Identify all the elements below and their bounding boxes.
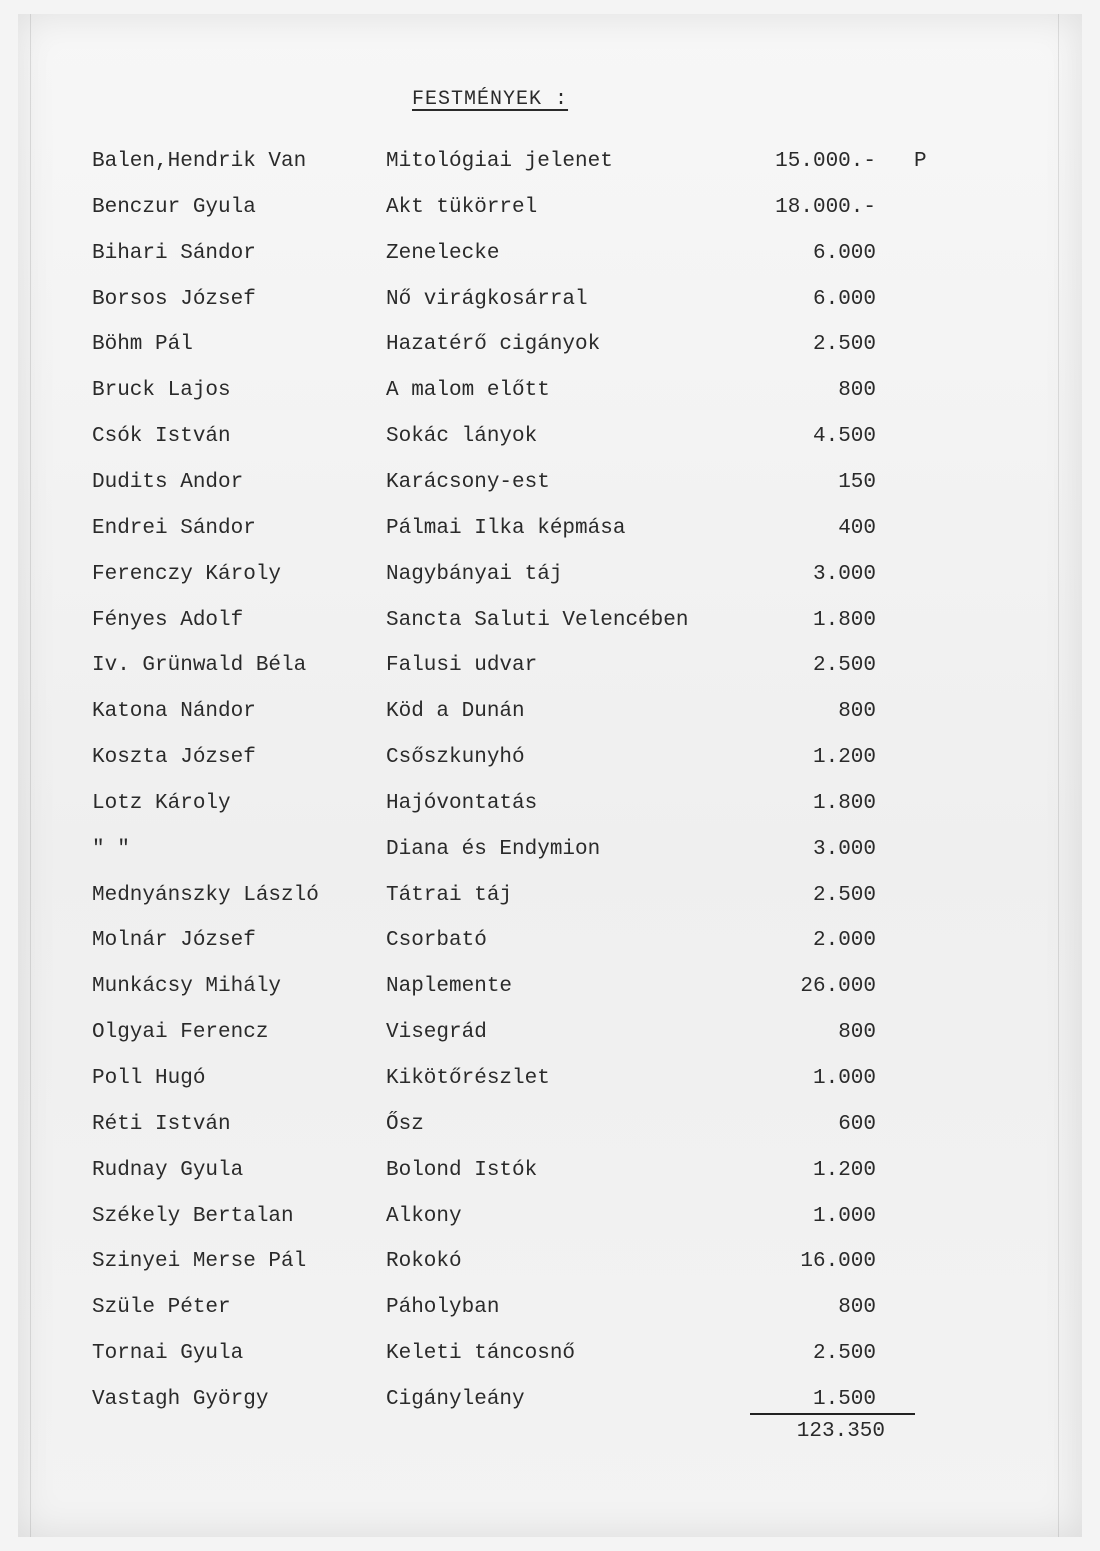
painting-title: Falusi udvar [386,654,538,678]
painting-title: Hazatérő cigányok [386,333,601,357]
painting-title: A malom előtt [386,379,550,403]
price-value: 6.000 [812,287,876,311]
painting-title: Tátrai táj [386,883,513,907]
painting-title: Sokác lányok [386,425,538,449]
artist-name: Lotz Károly [92,791,231,815]
table-row [0,1067,876,1097]
price-value: 800 [838,1021,876,1045]
price-value: 18.000.- [775,195,876,219]
painting-title: Ősz [386,1112,424,1136]
painting-title: Cigányleány [386,1387,525,1411]
painting-title: Páholyban [386,1296,500,1320]
table-row [0,288,876,318]
table-row [0,1205,876,1235]
price-value: 6.000 [812,241,876,265]
artist-name: Olgyai Ferencz [92,1021,269,1045]
artist-name: Szinyei Merse Pál [92,1250,307,1274]
price-value: 1.800 [812,791,876,815]
artist-name: Koszta József [92,746,256,770]
artist-name: Endrei Sándor [92,516,256,540]
table-row [0,333,876,363]
painting-title: Bolond Istók [386,1158,538,1182]
artist-name: Munkácsy Mihály [92,975,282,999]
table-row [0,196,876,226]
table-row [0,242,876,272]
total-amount: 123.350 [796,1420,885,1443]
artist-name: Mednyánszky László [92,883,319,907]
price-value: 4.500 [812,425,876,449]
table-row [0,1113,876,1143]
price-value: 800 [838,379,876,403]
table-row [0,1388,876,1418]
artist-name: Szüle Péter [92,1296,231,1320]
artist-name: " " [92,837,130,861]
table-row [0,1250,876,1280]
price-value: 800 [838,700,876,724]
painting-title: Sancta Saluti Velencében [386,608,689,632]
artist-name: Borsos József [92,287,256,311]
price-value: 26.000 [800,975,876,999]
artist-name: Katona Nándor [92,700,256,724]
painting-title: Csőszkunyhó [386,746,525,770]
painting-title: Akt tükörrel [386,195,538,219]
price-value: 16.000 [800,1250,876,1274]
table-row [0,654,876,684]
artist-name: Fényes Adolf [92,608,244,632]
painting-title: Naplemente [386,975,513,999]
painting-title: Mitológiai jelenet [386,150,613,173]
sum-rule [750,1413,915,1415]
price-value: 800 [838,1296,876,1320]
artist-name: Vastagh György [92,1387,269,1411]
painting-title: Alkony [386,1204,462,1228]
artist-name: Bruck Lajos [92,379,231,403]
painting-title: Csorbató [386,929,487,953]
price-value: 1.800 [812,608,876,632]
artist-name: Böhm Pál [92,333,193,357]
table-row [0,975,876,1005]
price-value: 400 [838,516,876,540]
table-row [0,1296,876,1326]
price-value: 1.500 [812,1387,876,1411]
artist-name: Dudits Andor [92,470,244,494]
painting-title: Nő virágkosárral [386,287,588,311]
painting-title: Visegrád [386,1021,487,1045]
price-value: 2.500 [812,333,876,357]
artist-name: Tornai Gyula [92,1342,244,1366]
price-value: 3.000 [812,562,876,586]
painting-title: Diana és Endymion [386,837,601,861]
table-row [0,517,876,547]
artist-name: Poll Hugó [92,1067,206,1090]
table-row [0,379,876,409]
table-row [0,792,876,822]
price-value: 1.000 [812,1067,876,1090]
price-value: 15.000.- [775,150,876,173]
painting-title: Köd a Dunán [386,700,525,724]
painting-title: Pálmai Ilka képmása [386,516,626,540]
table-row [0,150,927,180]
paper-crease [1058,14,1059,1537]
painting-title: Nagybányai táj [386,562,563,586]
artist-name: Molnár József [92,929,256,953]
table-row [0,425,876,455]
document-title: FESTMÉNYEK : [412,88,569,111]
artist-name: Székely Bertalan [92,1204,294,1228]
table-row [0,838,876,868]
artist-name: Ferenczy Károly [92,562,282,586]
price-value: 3.000 [812,837,876,861]
artist-name: Balen,Hendrik Van [92,150,307,173]
painting-title: Zenelecke [386,241,500,265]
currency-unit: P [914,150,927,173]
painting-title: Rokokó [386,1250,462,1274]
painting-title: Keleti táncosnő [386,1342,576,1366]
table-row [0,929,876,959]
artist-name: Iv. Grünwald Béla [92,654,307,678]
price-value: 2.500 [812,1342,876,1366]
price-value: 2.500 [812,654,876,678]
price-value: 1.200 [812,1158,876,1182]
artist-name: Csók István [92,425,231,449]
painting-title: Karácsony-est [386,470,550,494]
table-row [0,884,876,914]
price-value: 2.500 [812,883,876,907]
artist-name: Réti István [92,1112,231,1136]
artist-name: Rudnay Gyula [92,1158,244,1182]
painting-title: Kikötőrészlet [386,1067,550,1090]
table-row [0,700,876,730]
table-row [0,746,876,776]
table-row [0,1159,876,1189]
price-value: 2.000 [812,929,876,953]
painting-title: Hajóvontatás [386,791,538,815]
price-value: 150 [838,470,876,494]
table-row [0,1021,876,1051]
artist-name: Benczur Gyula [92,195,256,219]
table-row [0,609,876,639]
price-value: 600 [838,1112,876,1136]
table-row [0,1342,876,1372]
price-value: 1.200 [812,746,876,770]
table-row [0,471,876,501]
price-value: 1.000 [812,1204,876,1228]
table-row [0,563,876,593]
artist-name: Bihari Sándor [92,241,256,265]
